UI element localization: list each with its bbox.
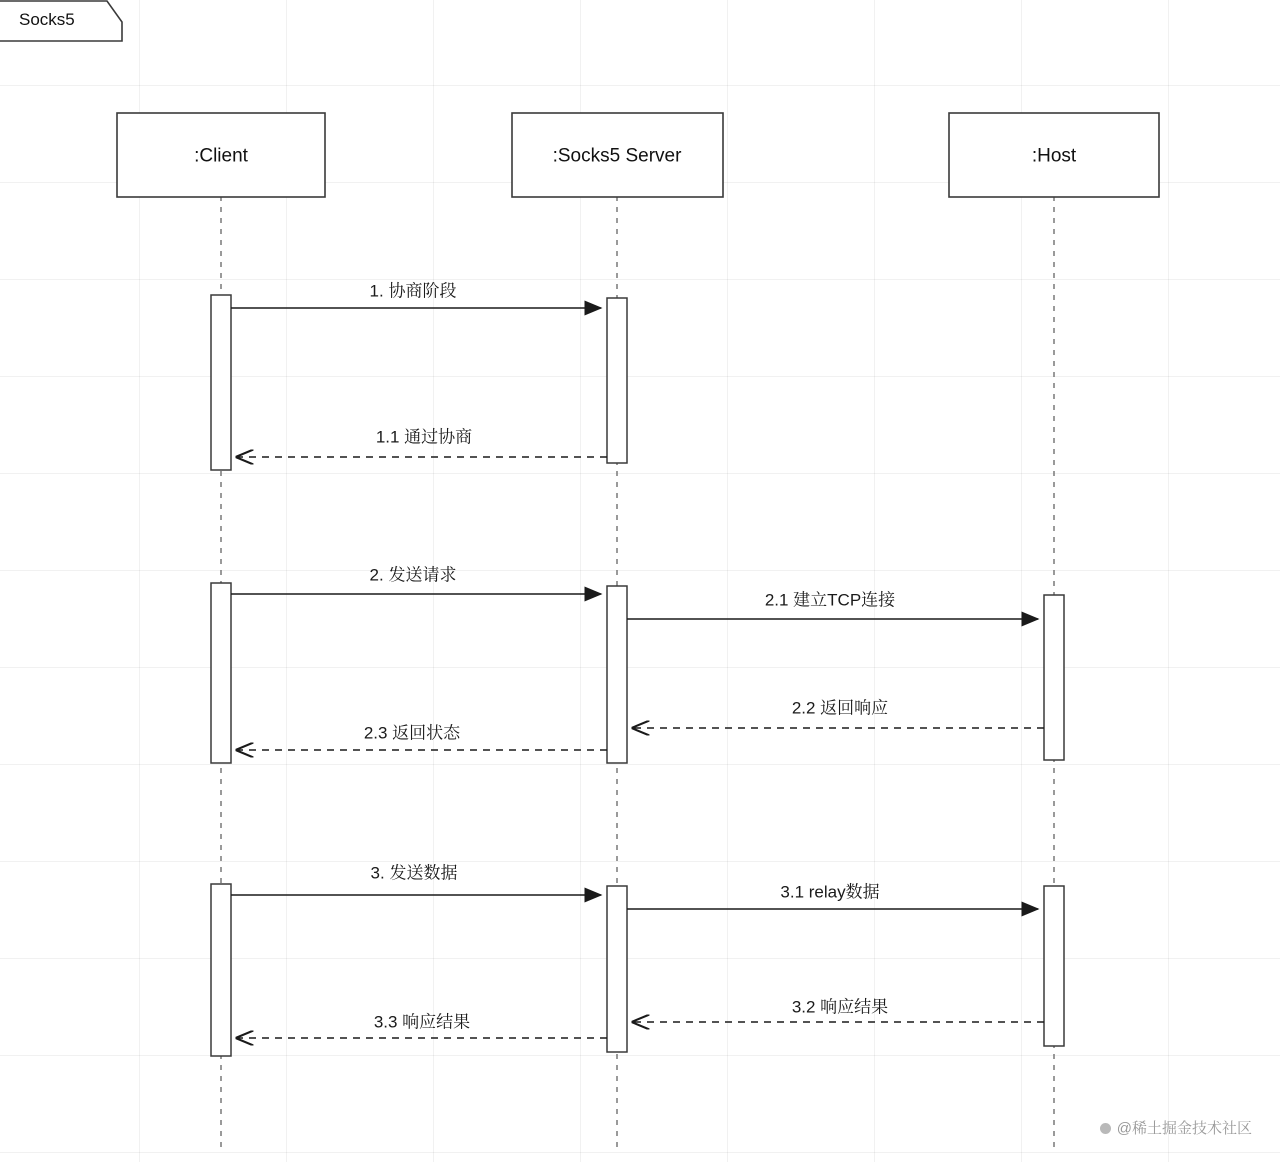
watermark-text: @稀土掘金技术社区 [1116,1120,1252,1137]
message-label-3-2: 3.2 响应结果 [791,997,889,1017]
watermark [1100,1117,1252,1138]
participant-label-host: :Host [1031,145,1077,167]
message-label-3-1: 3.1 relay数据 [780,882,880,902]
message-label-2: 2. 发送请求 [369,565,457,585]
message-label-2-1: 2.1 建立TCP连接 [764,590,896,610]
frame-label: Socks5 [19,10,75,29]
participant-label-client: :Client [194,145,248,167]
message-label-3: 3. 发送数据 [370,863,458,883]
message-label-2-2: 2.2 返回响应 [791,698,889,718]
lifelines [221,196,1054,1150]
watermark-logo-icon [1100,1123,1111,1134]
message-arrows [231,308,1044,1038]
message-label-1-1: 1.1 通过协商 [375,427,473,447]
message-label-1: 1. 协商阶段 [369,281,457,301]
activation-bars [211,295,1064,1056]
message-label-2-3: 2.3 返回状态 [363,723,461,743]
participant-label-server: :Socks5 Server [552,145,682,167]
message-label-3-3: 3.3 响应结果 [373,1012,471,1032]
